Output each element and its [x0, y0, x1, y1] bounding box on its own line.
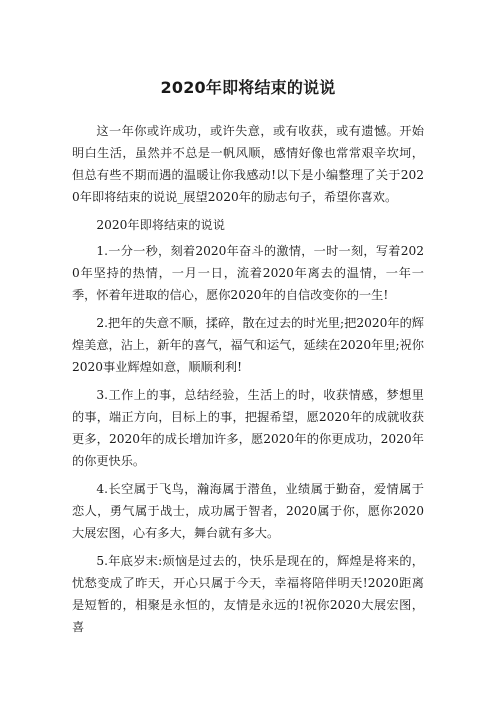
intro-paragraph: 这一年你或许成功，或许失意，或有收获，或有遗憾。开始明白生活，虽然并不总是一帆风顺，感情好像也常常艰辛坎坷，但总有些不期而遇的温暖让你我感动!以下是小编整理了关于2020年即将结束的说说_展望2020年的励志句子，希望你喜欢。	[72, 124, 424, 204]
list-item: 4.长空属于飞鸟，瀚海属于潜鱼，业绩属于勤奋，爱情属于恋人，勇气属于战士，成功属于智者，2020属于你，愿你2020大展宏图，心有多大，舞台就有多大。	[72, 482, 424, 540]
list-item: 3.工作上的事，总结经验，生活上的时，收获情感，梦想里的事，端正方向，目标上的事，把握希望，愿2020年的成就收获更多，2020年的成长增加许多，愿2020年的你更成功，2020年的你更快乐。	[72, 388, 424, 468]
page-title: 2020年即将结束的说说	[160, 78, 336, 97]
list-item: 5.年底岁末:烦恼是过去的，快乐是现在的，辉煌是将来的，忧愁变成了昨天，开心只属于今天，幸福将陪伴明天!2020距离是短暂的，相聚是永恒的，友情是永远的!祝你2020大展宏图，喜	[72, 554, 424, 634]
list-item: 1.一分一秒，刻着2020年奋斗的激情，一时一刻，写着2020年坚持的热情，一月一日，流着2020年离去的温情，一年一季，怀着年进取的信心，愿你2020年的自信改变你的一生!	[72, 244, 424, 302]
list-item: 2.把年的失意不顺，揉碎，散在过去的时光里;把2020年的辉煌美意，沾上，新年的喜气，福气和运气，延续在2020年里;祝你2020事业辉煌如意，顺顺利利!	[72, 316, 424, 374]
section-subheading: 2020年即将结束的说说	[96, 218, 225, 232]
